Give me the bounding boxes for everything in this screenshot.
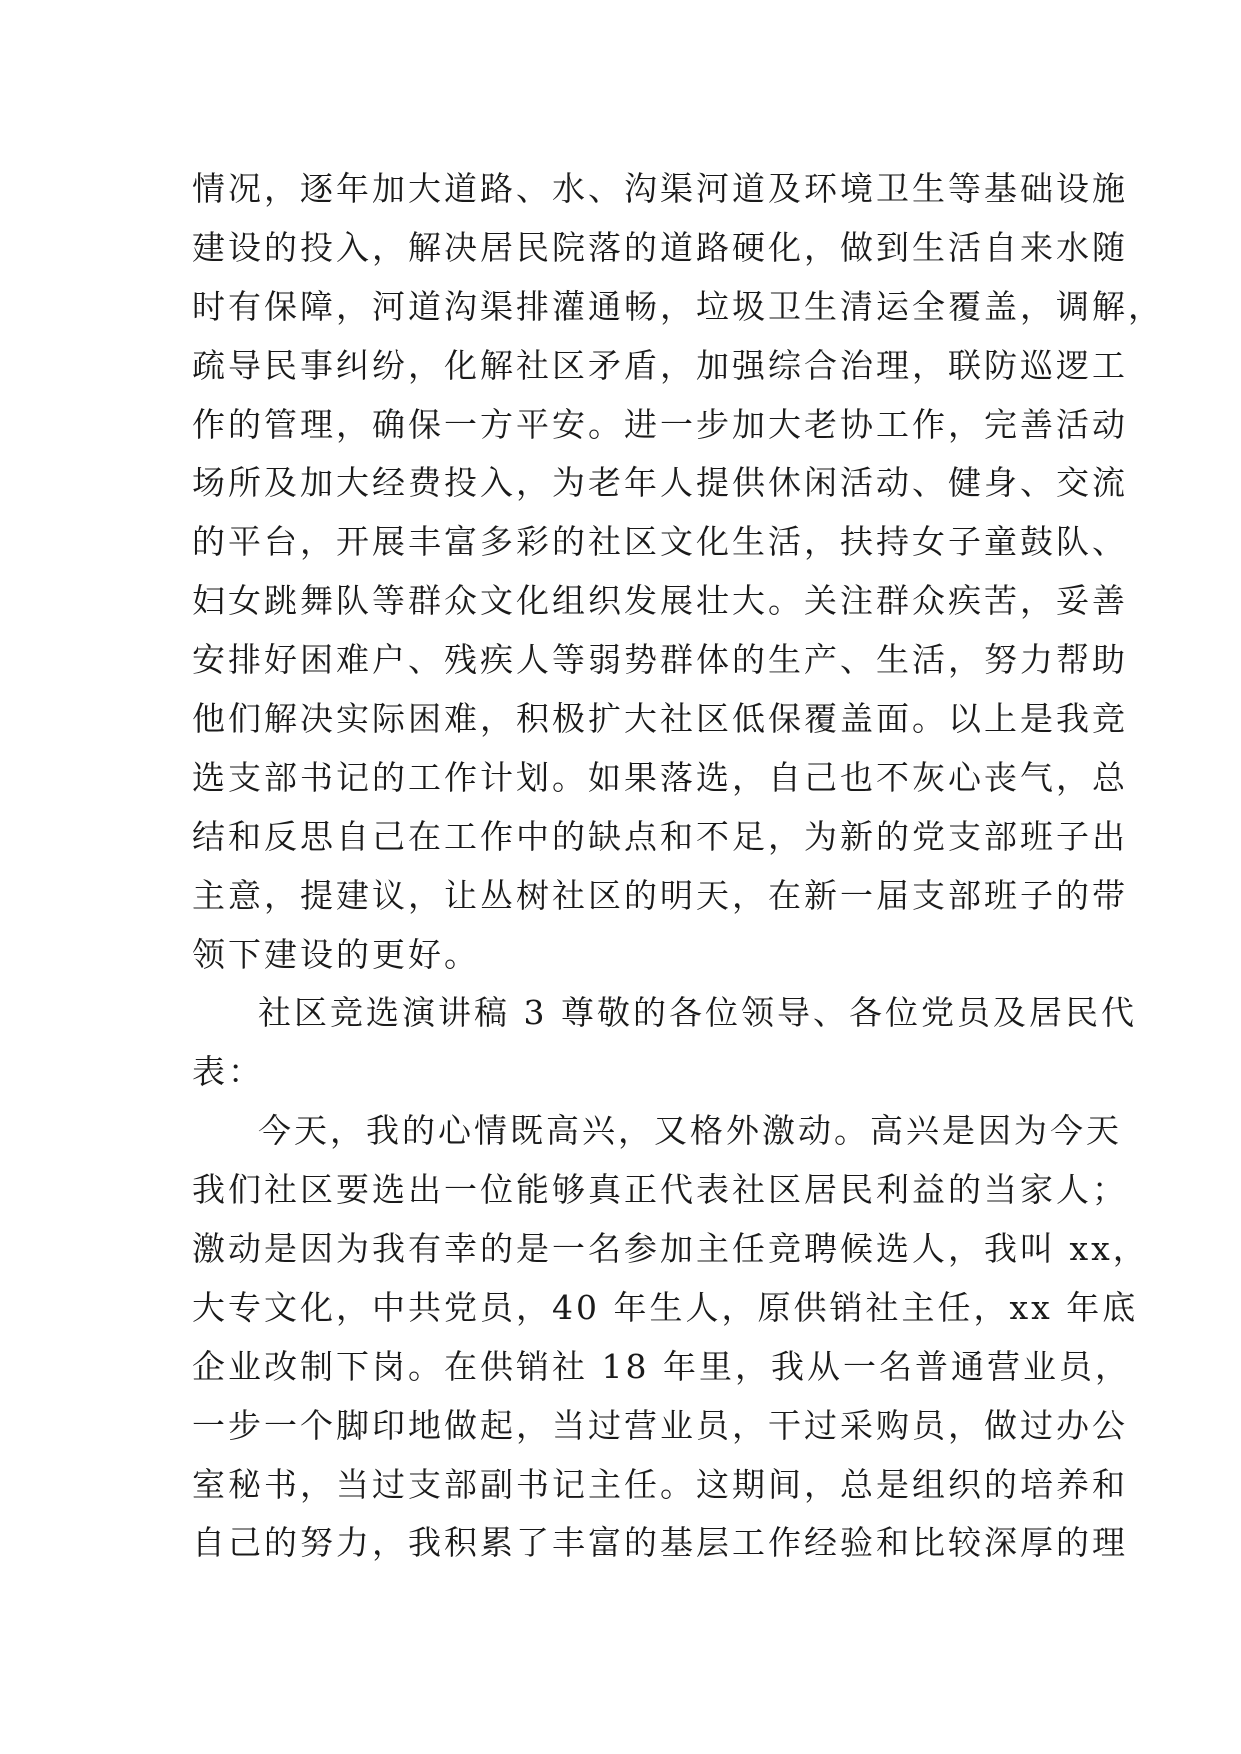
text-line: 场所及加大经费投入，为老年人提供休闲活动、健身、交流: [192, 463, 1128, 503]
text-line: 他们解决实际困难，积极扩大社区低保覆盖面。以上是我竞: [192, 699, 1128, 739]
text-line: 情况，逐年加大道路、水、沟渠河道及环境卫生等基础设施: [192, 169, 1128, 208]
text-line: 室秘书，当过支部副书记主任。这期间，总是组织的培养和: [192, 1464, 1128, 1504]
paragraph-start-line: 今天，我的心情既高兴，又格外激动。高兴是因为今天: [258, 1111, 1122, 1151]
text-line: 作的管理，确保一方平安。进一步加大老协工作，完善活动: [192, 404, 1128, 444]
text-line: 一步一个脚印地做起，当过营业员，干过采购员，做过办公: [192, 1405, 1128, 1445]
text-line: 结和反思自己在工作中的缺点和不足，为新的党支部班子出: [192, 816, 1128, 856]
text-line: 自己的努力，我积累了丰富的基层工作经验和比较深厚的理: [192, 1523, 1128, 1563]
text-line: 疏导民事纠纷，化解社区矛盾，加强综合治理，联防巡逻工: [192, 345, 1128, 385]
text-line: 妇女跳舞队等群众文化组织发展壮大。关注群众疾苦，妥善: [192, 581, 1128, 621]
text-line: 时有保障，河道沟渠排灌通畅，垃圾卫生清运全覆盖，调解，: [192, 286, 1164, 326]
text-line: 我们社区要选出一位能够真正代表社区居民利益的当家人；: [192, 1170, 1128, 1210]
text-line: 表：: [192, 1052, 264, 1092]
text-line: 激动是因为我有幸的是一名参加主任竞聘候选人，我叫 xx，: [192, 1229, 1149, 1269]
body-text: [192, 160, 1164, 1573]
text-line: 领下建设的更好。: [192, 934, 480, 974]
text-line: 选支部书记的工作计划。如果落选，自己也不灰心丧气，总: [192, 757, 1128, 797]
paragraph-heading-line: 社区竞选演讲稿 3 尊敬的各位领导、各位党员及居民代: [258, 993, 1137, 1033]
text-line: 的平台，开展丰富多彩的社区文化生活，扶持女子童鼓队、: [192, 522, 1128, 562]
text-line: 主意，提建议，让丛树社区的明天，在新一届支部班子的带: [192, 875, 1128, 915]
text-line: 大专文化，中共党员，40 年生人，原供销社主任，xx 年底: [192, 1287, 1139, 1327]
text-line: 企业改制下岗。在供销社 18 年里，我从一名普通营业员，: [192, 1346, 1131, 1386]
text-line: 安排好困难户、残疾人等弱势群体的生产、生活，努力帮助: [192, 640, 1128, 680]
text-line: 建设的投入，解决居民院落的道路硬化，做到生活自来水随: [192, 227, 1128, 267]
